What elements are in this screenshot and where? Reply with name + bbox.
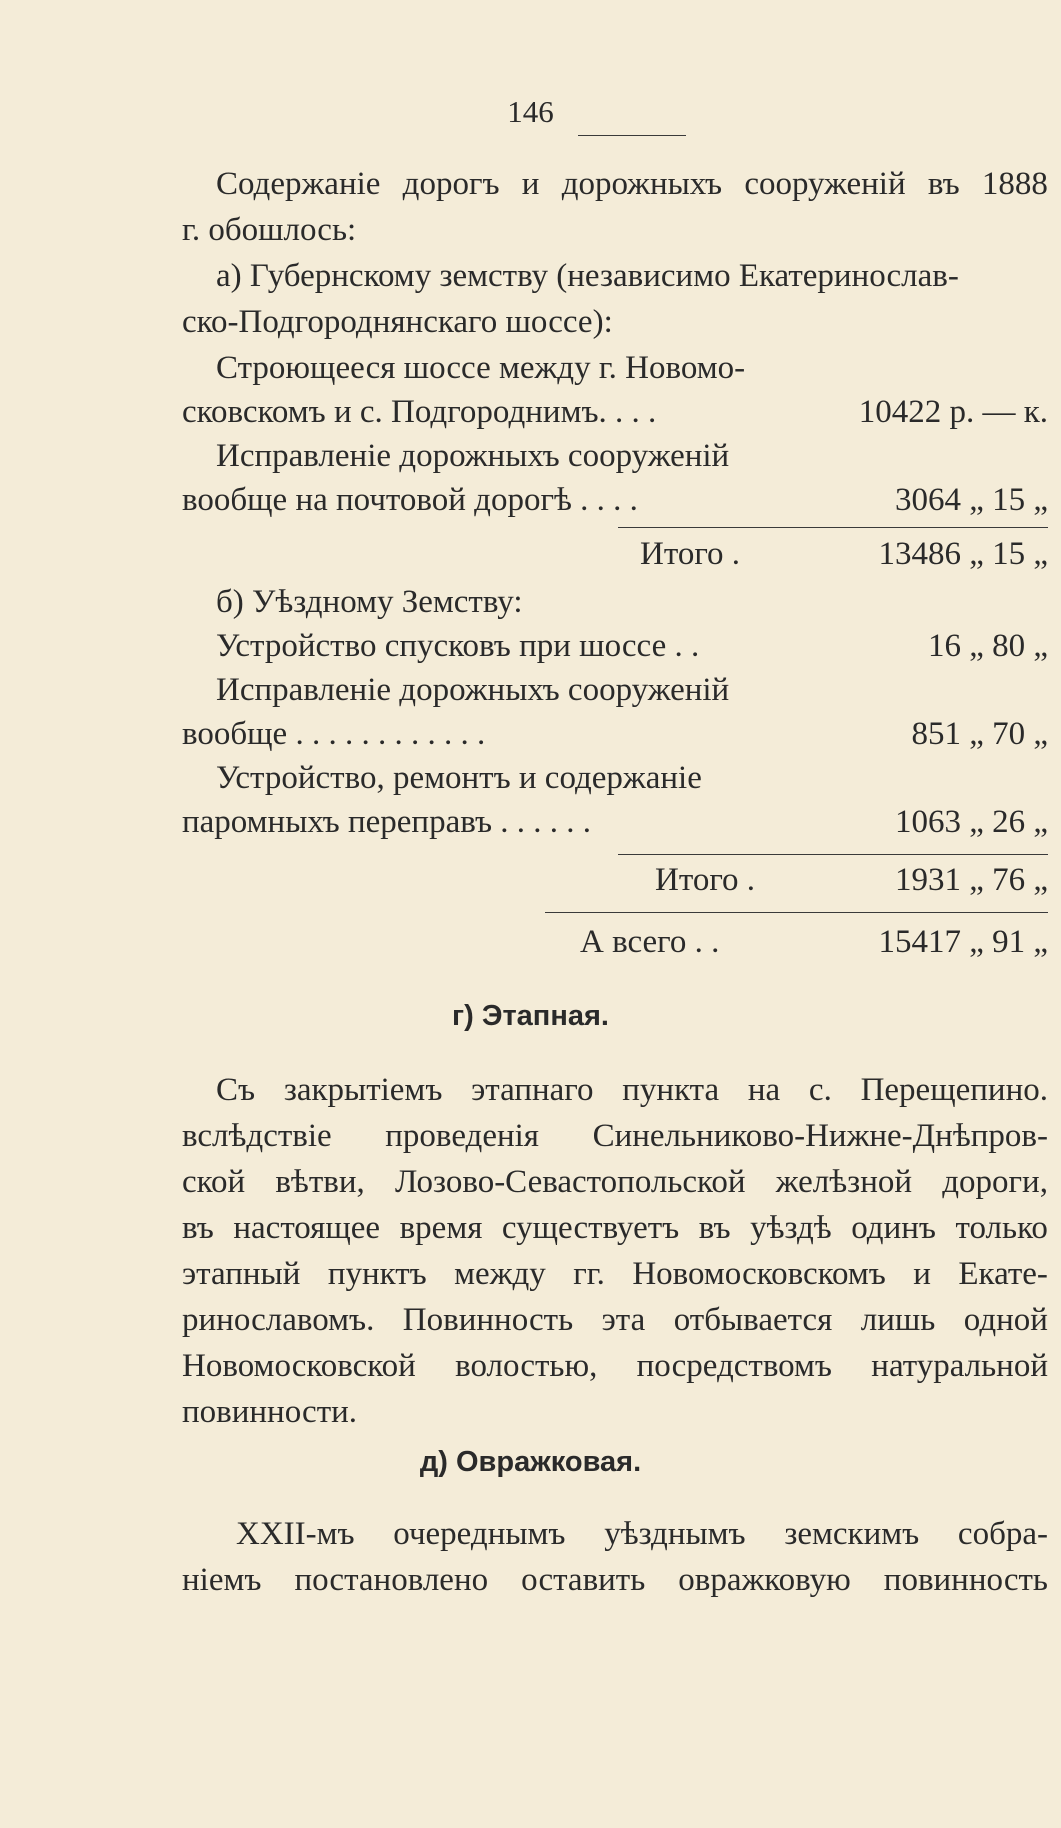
word: отбывается [673,1302,833,1338]
word: повинность [883,1562,1048,1598]
word: Новомосковскомъ [632,1256,886,1292]
word: с. [808,1072,832,1108]
section-b-line-1: б) Уѣздному Земству: [216,584,523,620]
word: въ [698,1210,731,1246]
page-number-rule [578,135,686,136]
g-paragraph-line-4 [182,1208,1048,1248]
g-paragraph-line-5 [182,1254,1048,1294]
word: Повинность [402,1302,574,1338]
a-item1-amount: 10422 р. — к. [858,394,1048,430]
b-item3-row [182,802,1048,842]
word: собра- [957,1516,1048,1552]
word: волостью, [455,1348,598,1384]
word: посредствомъ [636,1348,832,1384]
grand-total-rule [545,912,1048,913]
word: ринославомъ. [182,1302,375,1338]
b-item3-line-1: Устройство, ремонтъ и содержаніе [216,760,702,796]
word: на [747,1072,781,1108]
a-total-amount: 13486 „ 15 „ [878,536,1048,572]
grand-total-label: А всего . . [580,924,720,960]
word: гг. [573,1256,605,1292]
word: лишь [860,1302,936,1338]
word: проведенія [385,1118,539,1154]
b-item3-amount: 1063 „ 26 „ [894,804,1048,840]
a-item1-line-1: Строющееся шоссе между г. Новомо- [216,350,746,386]
word: очереднымъ [393,1516,566,1552]
a-item1-row [182,392,1048,432]
word: вѣтви, [275,1164,365,1200]
word: время [399,1210,483,1246]
word: настоящее [233,1210,381,1246]
word: овражковую [678,1562,851,1598]
grand-total-row [580,922,1048,962]
word: дорогъ [402,166,500,202]
b-total-rule [618,854,1048,855]
word: закрытіемъ [283,1072,443,1108]
word: земскимъ [784,1516,920,1552]
g-paragraph-line-3 [182,1162,1048,1202]
intro-line-1 [216,164,1048,204]
word: уѣзднымъ [604,1516,746,1552]
word: XXII-мъ [236,1516,355,1552]
word: уѣздѣ [750,1210,832,1246]
word: ніемъ [182,1562,262,1598]
b-total-row [655,860,1048,900]
section-a-line-1: а) Губернскому земству (независимо Екатеринослав- [216,258,959,294]
word: Содержаніе [216,166,381,202]
word: Лозово-Севастопольской [394,1164,746,1200]
grand-total-amount: 15417 „ 91 „ [878,924,1048,960]
word: Новомосковской [182,1348,416,1384]
b-item1-amount: 16 „ 80 „ [927,628,1048,664]
word: оставить [521,1562,646,1598]
a-total-label: Итого . [640,536,741,572]
b-item1-line-1: Устройство спусковъ при шоссе . . [216,628,700,664]
word: дорожныхъ [561,166,723,202]
g-paragraph-line-2 [182,1116,1048,1156]
word: существуетъ [501,1210,680,1246]
word: пунктъ [327,1256,427,1292]
word: этапный [182,1256,301,1292]
a-item2-amount: 3064 „ 15 „ [894,482,1048,518]
word: въ [927,166,960,202]
word: Съ [216,1072,256,1108]
word: пункта [622,1072,720,1108]
g-paragraph-line-6 [182,1300,1048,1340]
d-paragraph-line-2 [182,1560,1048,1600]
b-item2-row [182,714,1048,754]
section-a-line-2: ско-Подгороднянскаго шоссе): [182,304,613,340]
word: одной [963,1302,1048,1338]
b-item2-line-1: Исправленіе дорожныхъ сооруженій [216,672,730,708]
word: дороги, [942,1164,1048,1200]
word: Екате- [958,1256,1048,1292]
b-item2-amount: 851 „ 70 „ [911,716,1048,752]
section-heading-d: д) Овражковая. [419,1446,642,1478]
a-item2-line-2: вообще на почтовой дорогѣ . . . . [182,482,638,518]
section-heading-g: г) Этапная. [452,1000,609,1032]
b-total-label: Итого . [655,862,756,898]
word: и [521,166,540,202]
a-total-rule [618,527,1048,528]
word: въ [182,1210,214,1246]
word: постановлено [294,1562,489,1598]
page-number: 146 [507,94,554,129]
word: Перещепино. [860,1072,1048,1108]
word: ской [182,1164,246,1200]
word: желѣзной [775,1164,913,1200]
a-total-row [640,534,1048,574]
word: между [454,1256,546,1292]
word: и [913,1256,931,1292]
word: этапнаго [471,1072,594,1108]
word: натуральной [871,1348,1048,1384]
word: Синельниково-Нижне-Днѣпров- [592,1118,1048,1154]
word: 1888 [981,166,1048,202]
g-paragraph-line-1 [216,1070,1048,1110]
intro-line-2: г. обошлось: [182,212,357,248]
word: одинъ [851,1210,936,1246]
g-paragraph-line-8: повинности. [182,1394,358,1430]
word: эта [601,1302,646,1338]
a-item2-line-1: Исправленіе дорожныхъ сооруженій [216,438,730,474]
word: только [955,1210,1048,1246]
b-total-amount: 1931 „ 76 „ [894,862,1048,898]
b-item1-row [216,626,1048,666]
word: сооруженій [744,166,906,202]
d-paragraph-line-1 [236,1514,1048,1554]
a-item2-row [182,480,1048,520]
b-item2-line-2: вообще . . . . . . . . . . . . [182,716,486,752]
b-item3-line-2: паромныхъ переправъ . . . . . . [182,804,592,840]
word: вслѣдствіе [182,1118,332,1154]
g-paragraph-line-7 [182,1346,1048,1386]
a-item1-line-2: сковскомъ и с. Подгороднимъ. . . . [182,394,657,430]
